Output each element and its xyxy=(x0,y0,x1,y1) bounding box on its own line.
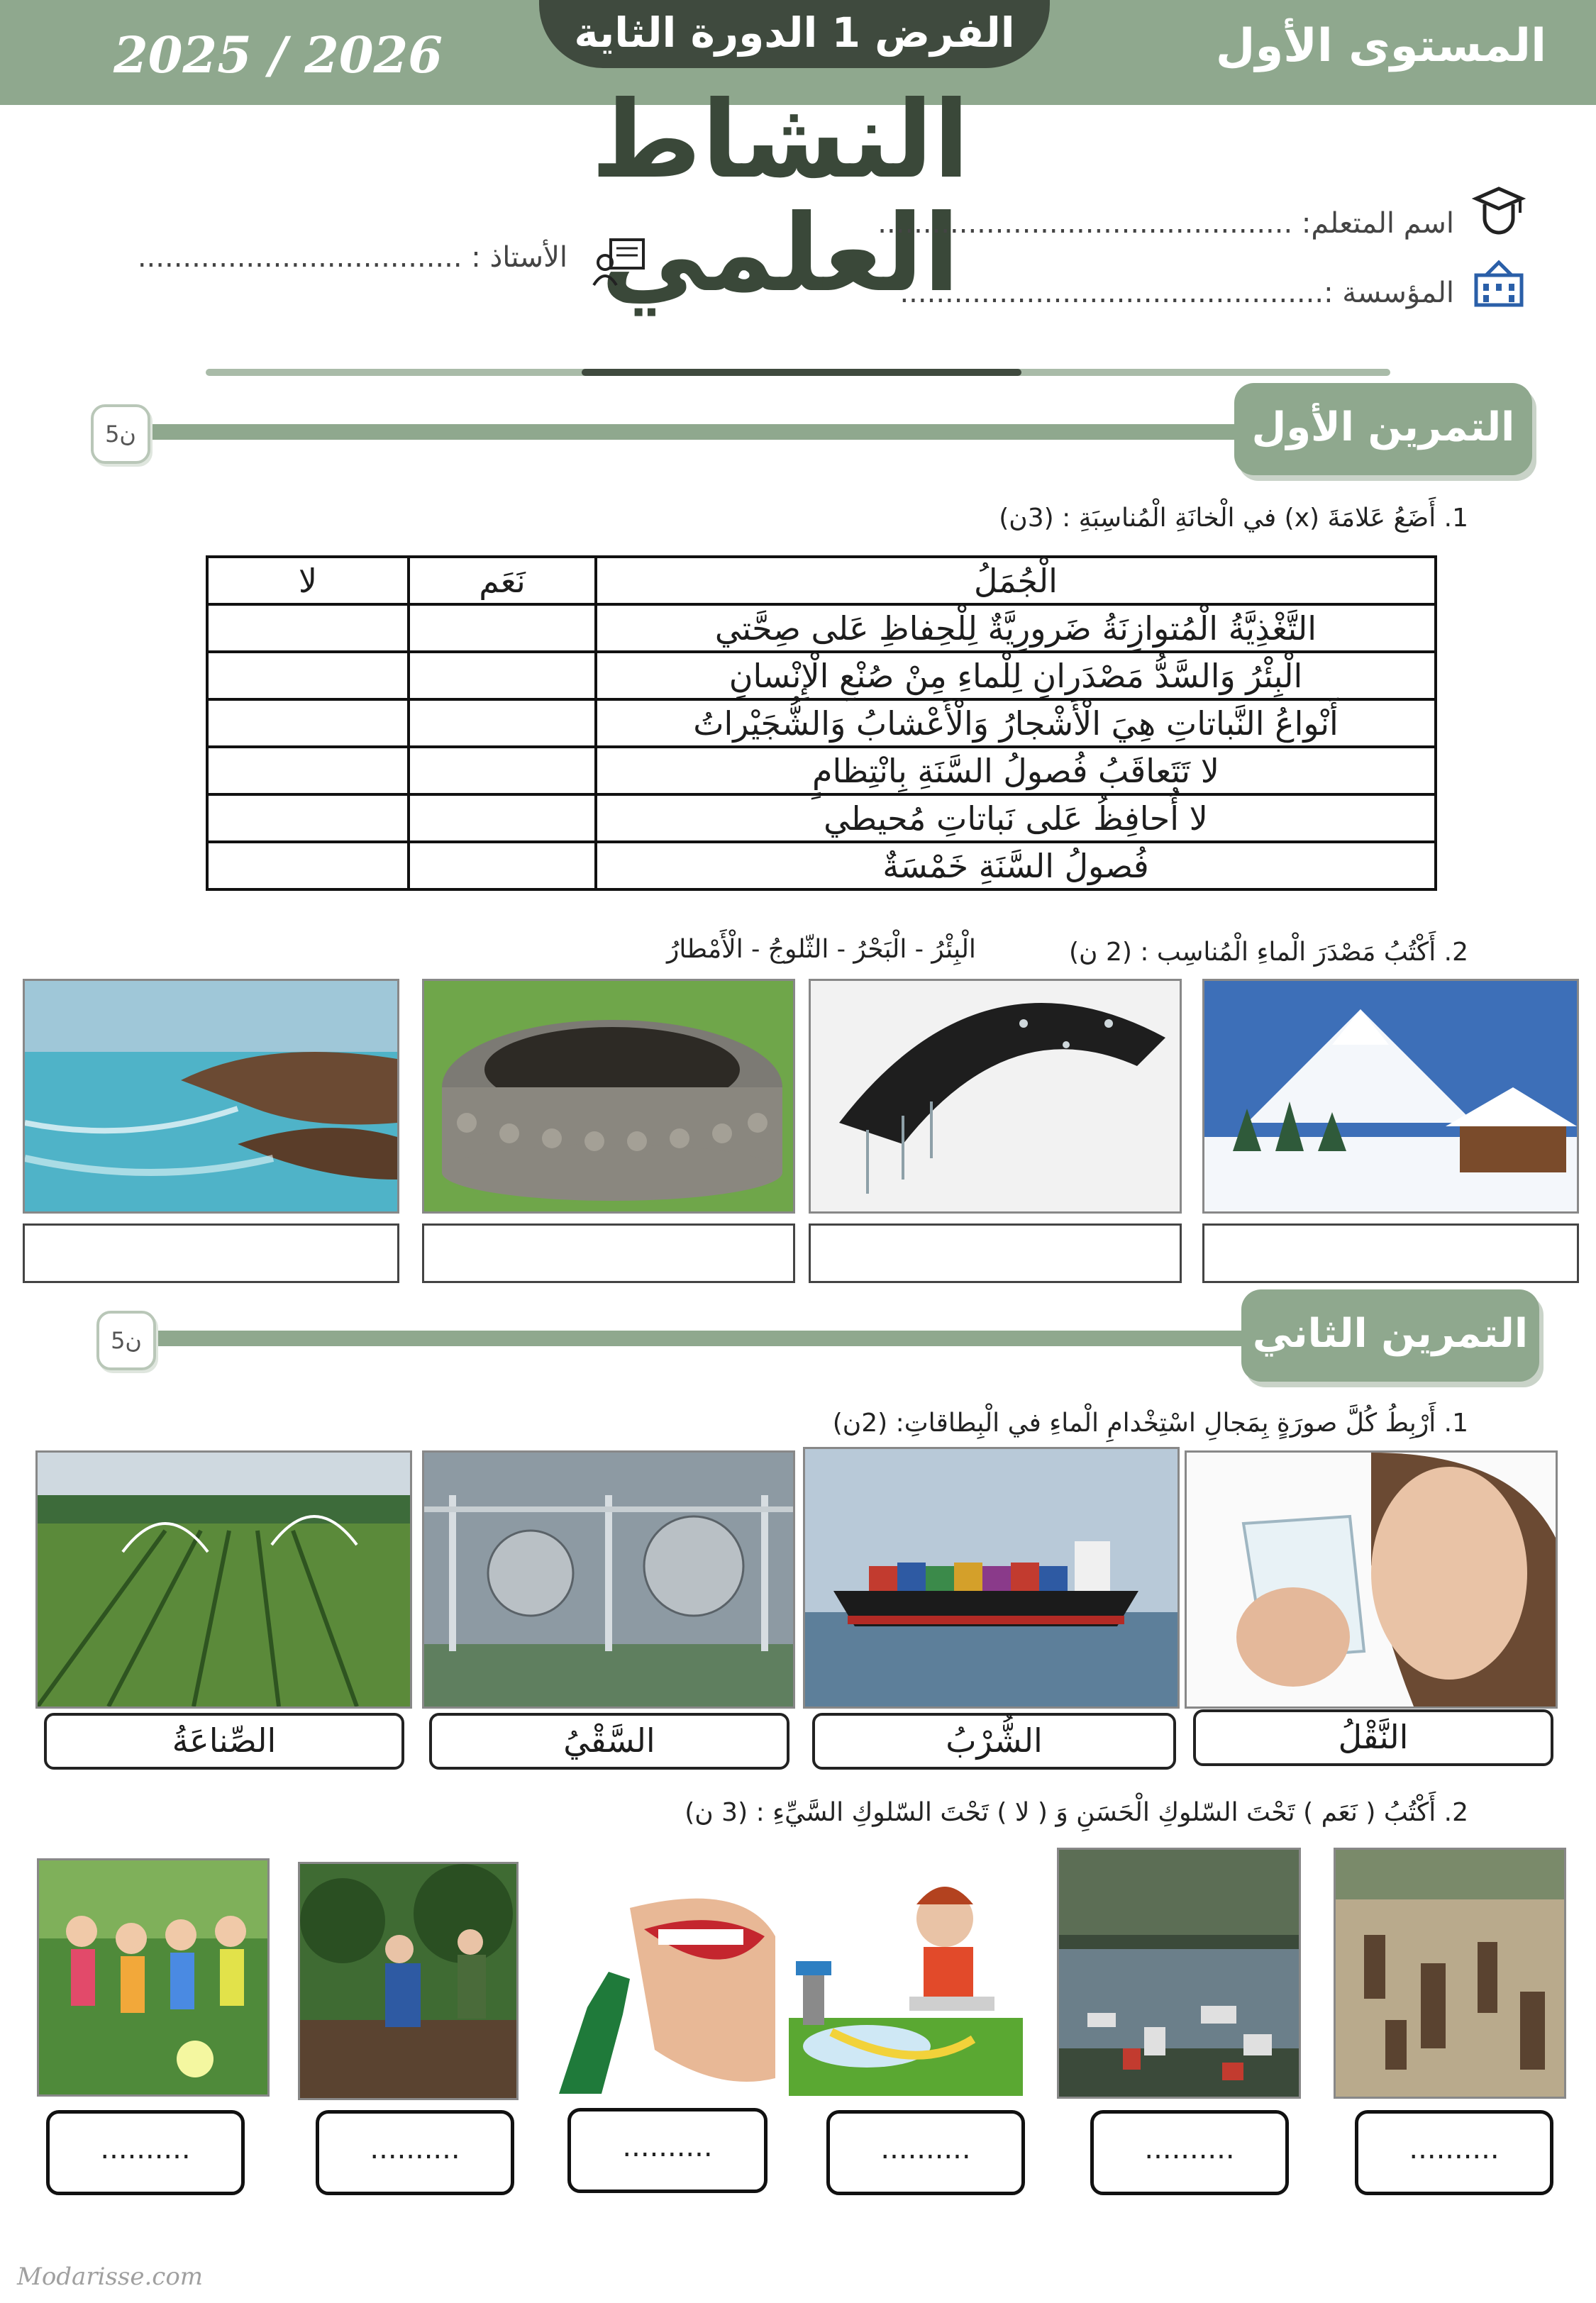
year-label: 2025 / 2026 xyxy=(113,26,443,84)
answer-box-snow[interactable] xyxy=(1202,1223,1579,1283)
pollution-image xyxy=(1057,1848,1301,2099)
wasting-water-image xyxy=(789,1862,1023,2096)
school-icon xyxy=(1472,255,1526,309)
header-divider-accent xyxy=(582,369,1021,376)
well-image xyxy=(422,979,795,1214)
sentence-cell: التَّغْذِيَّةُ الْمُتوازِنَةُ ضَرورِيَّةٌ لِلْحِفاظِ عَلى صِحَّتي xyxy=(596,604,1436,652)
card-irrigation[interactable]: السَّقْيُ xyxy=(429,1713,789,1770)
ex1-q2: 2. أَكْتُبُ مَصْدَرَ الْماءِ الْمُناسِب : (2 ن) xyxy=(1069,938,1468,967)
irrigation-image xyxy=(35,1450,412,1709)
student-icon xyxy=(1472,183,1526,237)
student-name-field[interactable]: اسم المتعلم: .............................................. xyxy=(877,207,1454,240)
col-sentences: الْجُمَلُ xyxy=(596,557,1436,604)
table-row xyxy=(207,842,1436,889)
answer-box-kids[interactable]: .......... xyxy=(46,2110,245,2195)
no-cell[interactable] xyxy=(207,842,409,889)
table-row xyxy=(207,794,1436,842)
table-row xyxy=(207,747,1436,794)
sentence-cell: لا أُحافِظُ عَلى نَباتاتِ مُحيطي xyxy=(596,794,1436,842)
card-transport[interactable]: النَّقْلُ xyxy=(1193,1709,1553,1766)
card-drinking[interactable]: الشُّرْبُ xyxy=(812,1713,1176,1770)
answer-box-pollution[interactable]: .......... xyxy=(1090,2110,1289,2195)
sentence-cell: الْبِئْرُ وَالسَّدُّ مَصْدَرانِ لِلْماءِ مِنْ صُنْعِ الْإِنْسانِ xyxy=(596,652,1436,699)
yes-cell[interactable] xyxy=(409,794,596,842)
no-cell[interactable] xyxy=(207,794,409,842)
no-cell[interactable] xyxy=(207,604,409,652)
yes-cell[interactable] xyxy=(409,652,596,699)
answer-box-bottle[interactable]: .......... xyxy=(567,2108,767,2193)
table-row xyxy=(207,652,1436,699)
table-header-row xyxy=(207,557,1436,604)
table-row xyxy=(207,699,1436,747)
teacher-field[interactable]: الأستاذ : .................................... xyxy=(137,241,567,274)
table-row xyxy=(207,604,1436,652)
ex2-q2: 2. أَكْتُبُ ( نَعَم ) تَحْتَ السّلوكِ الْحَسَنِ وَ ( لا ) تَحْتَ السّلوكِ السَّيِّءِ : (3 ن) xyxy=(685,1798,1468,1827)
kids-playing-image xyxy=(37,1858,270,2097)
bottle-teeth-image xyxy=(545,1865,775,2094)
ex2-q1: 1. أَرْبِطُ كُلَّ صورَةٍ بِمَجالِ اسْتِخْدامِ الْماءِ في الْبِطاقاتِ: (2ن) xyxy=(832,1409,1468,1438)
ex1-points: 5ن xyxy=(91,404,150,464)
rain-image xyxy=(809,979,1182,1214)
answer-box-planting[interactable]: .......... xyxy=(316,2110,514,2195)
ex1-word-bank: الْبِئْرُ - الْبَحْرُ - الثّلوجُ - الْأَمْطارُ xyxy=(667,935,976,964)
answer-box-rain[interactable] xyxy=(809,1223,1182,1283)
drinking-image xyxy=(1185,1450,1558,1709)
page-title: النشاط العلمي xyxy=(591,79,970,316)
yes-cell[interactable] xyxy=(409,747,596,794)
sentences-table xyxy=(206,555,1437,891)
sentence-cell: لا تَتَعاقَبُ فُصولُ السَّنَةِ بِانْتِظامٍ xyxy=(596,747,1436,794)
answer-box-sea[interactable] xyxy=(23,1223,399,1283)
sentence-cell: أَنْواعُ النَّباتاتِ هِيَ الْأَشْجارُ وَالْأَعْشابُ وَالشُّجَيْراتُ xyxy=(596,699,1436,747)
deforestation-image xyxy=(1334,1848,1566,2099)
card-industry[interactable]: الصِّناعَةُ xyxy=(44,1713,404,1770)
yes-cell[interactable] xyxy=(409,604,596,652)
ex2-points: 5ن xyxy=(96,1311,156,1370)
exam-label: الفرض 1 الدورة الثاية xyxy=(574,9,1015,57)
answer-box-deforestation[interactable]: .......... xyxy=(1355,2110,1553,2195)
ex2-title: التمرين الثاني xyxy=(1241,1289,1539,1382)
no-cell[interactable] xyxy=(207,699,409,747)
planting-image xyxy=(298,1862,519,2100)
col-yes: نَعَم xyxy=(409,557,596,604)
sea-image xyxy=(23,979,399,1214)
no-cell[interactable] xyxy=(207,652,409,699)
no-cell[interactable] xyxy=(207,747,409,794)
ex2-bar xyxy=(113,1331,1277,1346)
yes-cell[interactable] xyxy=(409,842,596,889)
sentence-cell: فُصولُ السَّنَةِ خَمْسَةٌ xyxy=(596,842,1436,889)
ship-image xyxy=(803,1447,1180,1709)
col-no: لا xyxy=(207,557,409,604)
level-label: المستوى الأول xyxy=(1215,20,1546,72)
answer-box-well[interactable] xyxy=(422,1223,795,1283)
footer-watermark: Modarisse.com xyxy=(17,2263,204,2291)
yes-cell[interactable] xyxy=(409,699,596,747)
answer-box-wasting[interactable]: .......... xyxy=(826,2110,1025,2195)
ex1-bar xyxy=(106,424,1270,440)
snow-image xyxy=(1202,979,1579,1214)
industry-image xyxy=(422,1450,795,1709)
teacher-icon xyxy=(592,234,646,288)
ex1-title: التمرين الأول xyxy=(1234,383,1532,475)
school-field[interactable]: المؤسسة :............................................... xyxy=(899,277,1454,309)
ex1-q1: 1. أَضَعُ عَلامَةَ (x) في الْخانَةِ الْمُناسِبَةِ : (3ن) xyxy=(999,504,1468,533)
